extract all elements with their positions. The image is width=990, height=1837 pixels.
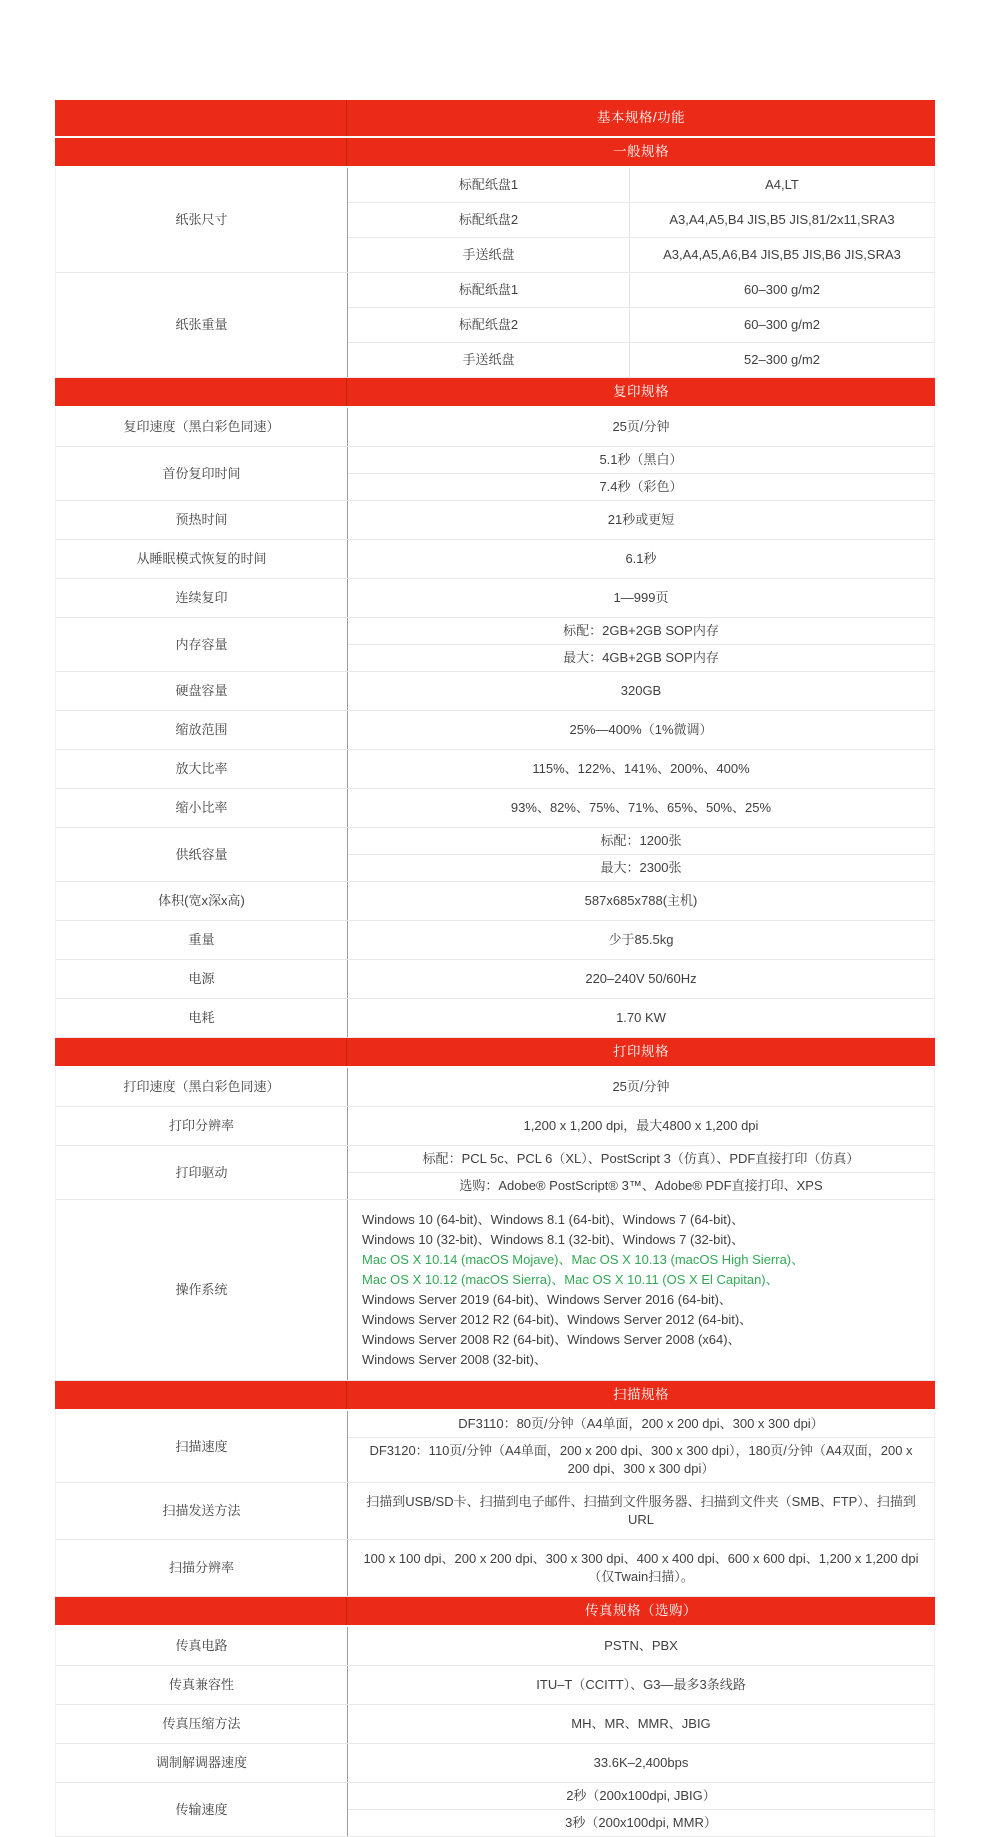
spec-row [55, 1540, 935, 1597]
spec-label: 传真电路 [56, 1627, 348, 1665]
spec-value-area [348, 789, 934, 827]
spec-value-area [348, 999, 934, 1037]
spec-value: 扫描到USB/SD卡、扫描到电子邮件、扫描到文件服务器、扫描到文件夹（SMB、FTP）、扫描到URL [366, 1494, 916, 1527]
spec-value-area [348, 882, 934, 920]
spec-subrow [348, 447, 934, 473]
spec-subrow [348, 1744, 934, 1782]
table-main-header-row [55, 100, 935, 138]
spec-subrow [348, 1437, 934, 1482]
spec-row [55, 447, 935, 501]
spec-value-area [348, 672, 934, 710]
spec-subrow [348, 1783, 934, 1809]
spec-row [55, 273, 935, 378]
spec-value-area [348, 1200, 934, 1380]
spec-label: 纸张尺寸 [56, 168, 348, 272]
spec-subrow [348, 750, 934, 788]
spec-subkey: 手送纸盘 [348, 238, 630, 272]
spec-value-area [348, 1107, 934, 1145]
spec-value-area [348, 1744, 934, 1782]
spec-subrow [348, 1540, 934, 1596]
spec-subrow [348, 828, 934, 854]
spec-label: 扫描速度 [56, 1411, 348, 1482]
spec-subrow [348, 672, 934, 710]
spec-subkey: 标配纸盘2 [348, 203, 630, 237]
spec-subrow [348, 273, 934, 307]
section-header-label: 传真规格（选购） [585, 1603, 697, 1618]
spec-subvalue: A4,LT [765, 177, 799, 192]
spec-value-area [348, 168, 934, 272]
spec-label: 电源 [56, 960, 348, 998]
spec-subrow [348, 1146, 934, 1172]
spec-subvalue: 60–300 g/m2 [744, 282, 820, 297]
spec-value-area [348, 408, 934, 446]
spec-row [55, 540, 935, 579]
spec-label: 调制解调器速度 [56, 1744, 348, 1782]
spec-subrow [348, 202, 934, 237]
spec-row [55, 1068, 935, 1107]
spec-label: 供纸容量 [56, 828, 348, 881]
spec-value-area [348, 540, 934, 578]
spec-subkey: 标配纸盘1 [348, 168, 630, 202]
spec-subrow [348, 579, 934, 617]
spec-subrow [348, 789, 934, 827]
spec-subrow [348, 854, 934, 881]
os-line: Windows 10 (32-bit)、Windows 8.1 (32-bit)、Windows 7 (32-bit)、 [362, 1232, 745, 1247]
section-header-row [55, 138, 935, 168]
section-header-spacer [55, 1381, 347, 1409]
spec-row [55, 672, 935, 711]
section-header-label: 打印规格 [613, 1044, 669, 1059]
spec-subrow [348, 540, 934, 578]
spec-subrow [348, 342, 934, 377]
spec-label: 缩小比率 [56, 789, 348, 827]
spec-value-area [348, 921, 934, 959]
spec-label: 从睡眠模式恢复的时间 [56, 540, 348, 578]
spec-value: 320GB [620, 683, 662, 698]
spec-value-area [348, 579, 934, 617]
spec-label: 硬盘容量 [56, 672, 348, 710]
spec-value: 25页/分钟 [612, 419, 670, 434]
spec-subkey: 标配纸盘2 [348, 308, 630, 342]
section-header-row [55, 1381, 935, 1411]
spec-value-area [348, 1705, 934, 1743]
spec-row [55, 1411, 935, 1483]
spec-label: 缩放范围 [56, 711, 348, 749]
spec-label: 传输速度 [56, 1783, 348, 1836]
spec-subrow [348, 921, 934, 959]
spec-value-area [348, 1783, 934, 1836]
spec-subvalue: 52–300 g/m2 [744, 352, 820, 367]
os-line: Windows Server 2019 (64-bit)、Windows Server 2016 (64-bit)、 [362, 1292, 732, 1307]
os-line: Windows Server 2008 R2 (64-bit)、Windows Server 2008 (x64)、 [362, 1332, 741, 1347]
spec-value: 587x685x788(主机) [584, 893, 698, 908]
spec-label: 打印速度（黑白彩色同速） [56, 1068, 348, 1106]
spec-value: 220–240V 50/60Hz [585, 971, 697, 986]
section-header-row [55, 378, 935, 408]
spec-label: 电耗 [56, 999, 348, 1037]
section-header-row [55, 1038, 935, 1068]
spec-row [55, 618, 935, 672]
spec-subrow [348, 960, 934, 998]
section-header-spacer [55, 378, 347, 406]
spec-label: 重量 [56, 921, 348, 959]
spec-value-area [348, 1146, 934, 1199]
main-header-spacer [55, 100, 347, 136]
spec-value-area [348, 501, 934, 539]
spec-subvalue: 7.4秒（彩色） [599, 479, 683, 494]
spec-row [55, 711, 935, 750]
spec-row [55, 1107, 935, 1146]
spec-subvalue: DF3120：110页/分钟（A4单面，200 x 200 dpi、300 x 300 dpi），180页/分钟（A4双面，200 x 200 dpi、300 x 300 dpi） [369, 1443, 913, 1476]
spec-value: 21秒或更短 [607, 512, 675, 527]
spec-value-area [348, 1483, 934, 1539]
spec-value-area [348, 750, 934, 788]
spec-subrow [348, 501, 934, 539]
spec-label: 复印速度（黑白彩色同速） [56, 408, 348, 446]
spec-value-area [348, 447, 934, 500]
spec-row [55, 579, 935, 618]
spec-subrow [348, 408, 934, 446]
spec-value: 100 x 100 dpi、200 x 200 dpi、300 x 300 dpi、400 x 400 dpi、600 x 600 dpi、1,200 x 1,200 dpi（仅Twain扫描）。 [363, 1551, 919, 1584]
spec-label: 扫描分辨率 [56, 1540, 348, 1596]
spec-row [55, 1666, 935, 1705]
spec-subvalue: DF3110：80页/分钟（A4单面，200 x 200 dpi、300 x 300 dpi） [458, 1416, 824, 1431]
spec-row [55, 168, 935, 273]
spec-label: 体积(宽x深x高) [56, 882, 348, 920]
spec-subrow [348, 644, 934, 671]
spec-row [55, 960, 935, 999]
os-line: Mac OS X 10.14 (macOS Mojave)、Mac OS X 10.13 (macOS High Sierra)、 [362, 1252, 805, 1267]
spec-value: 25页/分钟 [612, 1079, 670, 1094]
os-line: Windows Server 2008 (32-bit)、 [362, 1352, 547, 1367]
spec-value: ITU–T（CCITT）、G3—最多3条线路 [536, 1677, 746, 1692]
section-header-spacer [55, 1038, 347, 1066]
spec-value-area [348, 273, 934, 377]
spec-subvalue: 5.1秒（黑白） [599, 452, 683, 467]
spec-subrow [348, 1809, 934, 1836]
spec-value-area [348, 1666, 934, 1704]
spec-value-area [348, 711, 934, 749]
spec-label: 放大比率 [56, 750, 348, 788]
section-header-spacer [55, 1597, 347, 1625]
spec-row [55, 1146, 935, 1200]
spec-value-area [348, 960, 934, 998]
spec-subrow [348, 618, 934, 644]
spec-subrow [348, 473, 934, 500]
spec-label: 首份复印时间 [56, 447, 348, 500]
spec-subrow [348, 882, 934, 920]
spec-subrow [348, 711, 934, 749]
spec-subvalue: 3秒（200x100dpi, MMR） [565, 1815, 717, 1830]
section-header-label: 一般规格 [613, 144, 669, 159]
spec-value: 1,200 x 1,200 dpi，最大4800 x 1,200 dpi [523, 1118, 759, 1133]
spec-value-area [348, 1411, 934, 1482]
spec-value: 少于85.5kg [608, 932, 674, 947]
spec-subkey: 手送纸盘 [348, 343, 630, 377]
spec-subvalue: A3,A4,A5,A6,B4 JIS,B5 JIS,B6 JIS,SRA3 [663, 247, 901, 262]
spec-subrow [348, 168, 934, 202]
spec-subvalue: 最大：4GB+2GB SOP内存 [563, 650, 719, 665]
spec-label: 连续复印 [56, 579, 348, 617]
spec-label: 预热时间 [56, 501, 348, 539]
spec-subrow [348, 999, 934, 1037]
spec-row [55, 1744, 935, 1783]
spec-row [55, 750, 935, 789]
spec-subvalue: 选购：Adobe® PostScript® 3™、Adobe® PDF直接打印、XPS [459, 1178, 823, 1193]
spec-value-area [348, 1068, 934, 1106]
spec-value: 6.1秒 [625, 551, 657, 566]
os-line: Windows Server 2012 R2 (64-bit)、Windows Server 2012 (64-bit)、 [362, 1312, 753, 1327]
spec-label: 传真压缩方法 [56, 1705, 348, 1743]
spec-row [55, 1783, 935, 1837]
spec-value-area [348, 1627, 934, 1665]
os-line: Mac OS X 10.12 (macOS Sierra)、Mac OS X 10.11 (OS X El Capitan)、 [362, 1272, 779, 1287]
spec-subrow [348, 1627, 934, 1665]
spec-subrow [348, 1483, 934, 1539]
section-header-spacer [55, 138, 347, 166]
spec-row [55, 1200, 935, 1381]
spec-row [55, 1627, 935, 1666]
spec-value: 1—999页 [613, 590, 669, 605]
spec-value-area [348, 1540, 934, 1596]
spec-subrow [348, 1666, 934, 1704]
spec-row [55, 408, 935, 447]
spec-subrow [348, 237, 934, 272]
os-line: Windows 10 (64-bit)、Windows 8.1 (64-bit)、Windows 7 (64-bit)、 [362, 1212, 745, 1227]
spec-table [55, 100, 935, 1837]
spec-row [55, 828, 935, 882]
spec-value-area [348, 828, 934, 881]
spec-value: 33.6K–2,400bps [593, 1755, 689, 1770]
os-list [348, 1200, 934, 1380]
spec-value-area [348, 618, 934, 671]
main-header-label: 基本规格/功能 [596, 110, 686, 125]
section-header-label: 扫描规格 [613, 1387, 669, 1402]
spec-label: 纸张重量 [56, 273, 348, 377]
section-header-label: 复印规格 [613, 384, 669, 399]
spec-value: 25%—400%（1%微调） [569, 722, 713, 737]
spec-subrow [348, 1411, 934, 1437]
spec-subvalue: 标配：PCL 5c、PCL 6（XL）、PostScript 3（仿真）、PDF直接打印（仿真） [422, 1151, 860, 1166]
spec-subvalue: 60–300 g/m2 [744, 317, 820, 332]
spec-label: 传真兼容性 [56, 1666, 348, 1704]
spec-label: 内存容量 [56, 618, 348, 671]
spec-row [55, 999, 935, 1038]
spec-subrow [348, 1068, 934, 1106]
spec-row [55, 882, 935, 921]
spec-row [55, 789, 935, 828]
spec-value: MH、MR、MMR、JBIG [571, 1716, 711, 1731]
spec-subvalue: A3,A4,A5,B4 JIS,B5 JIS,81/2x11,SRA3 [669, 212, 895, 227]
spec-subvalue: 最大：2300张 [600, 860, 682, 875]
spec-subvalue: 标配：1200张 [600, 833, 682, 848]
spec-subkey: 标配纸盘1 [348, 273, 630, 307]
spec-subvalue: 标配：2GB+2GB SOP内存 [563, 623, 719, 638]
spec-label: 打印分辨率 [56, 1107, 348, 1145]
spec-value: 93%、82%、75%、71%、65%、50%、25% [510, 800, 772, 815]
spec-subrow [348, 1172, 934, 1199]
spec-subrow [348, 307, 934, 342]
section-header-row [55, 1597, 935, 1627]
spec-label: 操作系统 [56, 1200, 348, 1380]
spec-row [55, 501, 935, 540]
spec-label: 扫描发送方法 [56, 1483, 348, 1539]
spec-value: 1.70 KW [616, 1010, 666, 1025]
spec-subvalue: 2秒（200x100dpi, JBIG） [566, 1788, 716, 1803]
spec-subrow [348, 1705, 934, 1743]
spec-row [55, 1483, 935, 1540]
spec-subrow [348, 1107, 934, 1145]
spec-value: PSTN、PBX [604, 1638, 678, 1653]
spec-row [55, 921, 935, 960]
spec-value: 115%、122%、141%、200%、400% [532, 761, 750, 776]
spec-row [55, 1705, 935, 1744]
spec-label: 打印驱动 [56, 1146, 348, 1199]
